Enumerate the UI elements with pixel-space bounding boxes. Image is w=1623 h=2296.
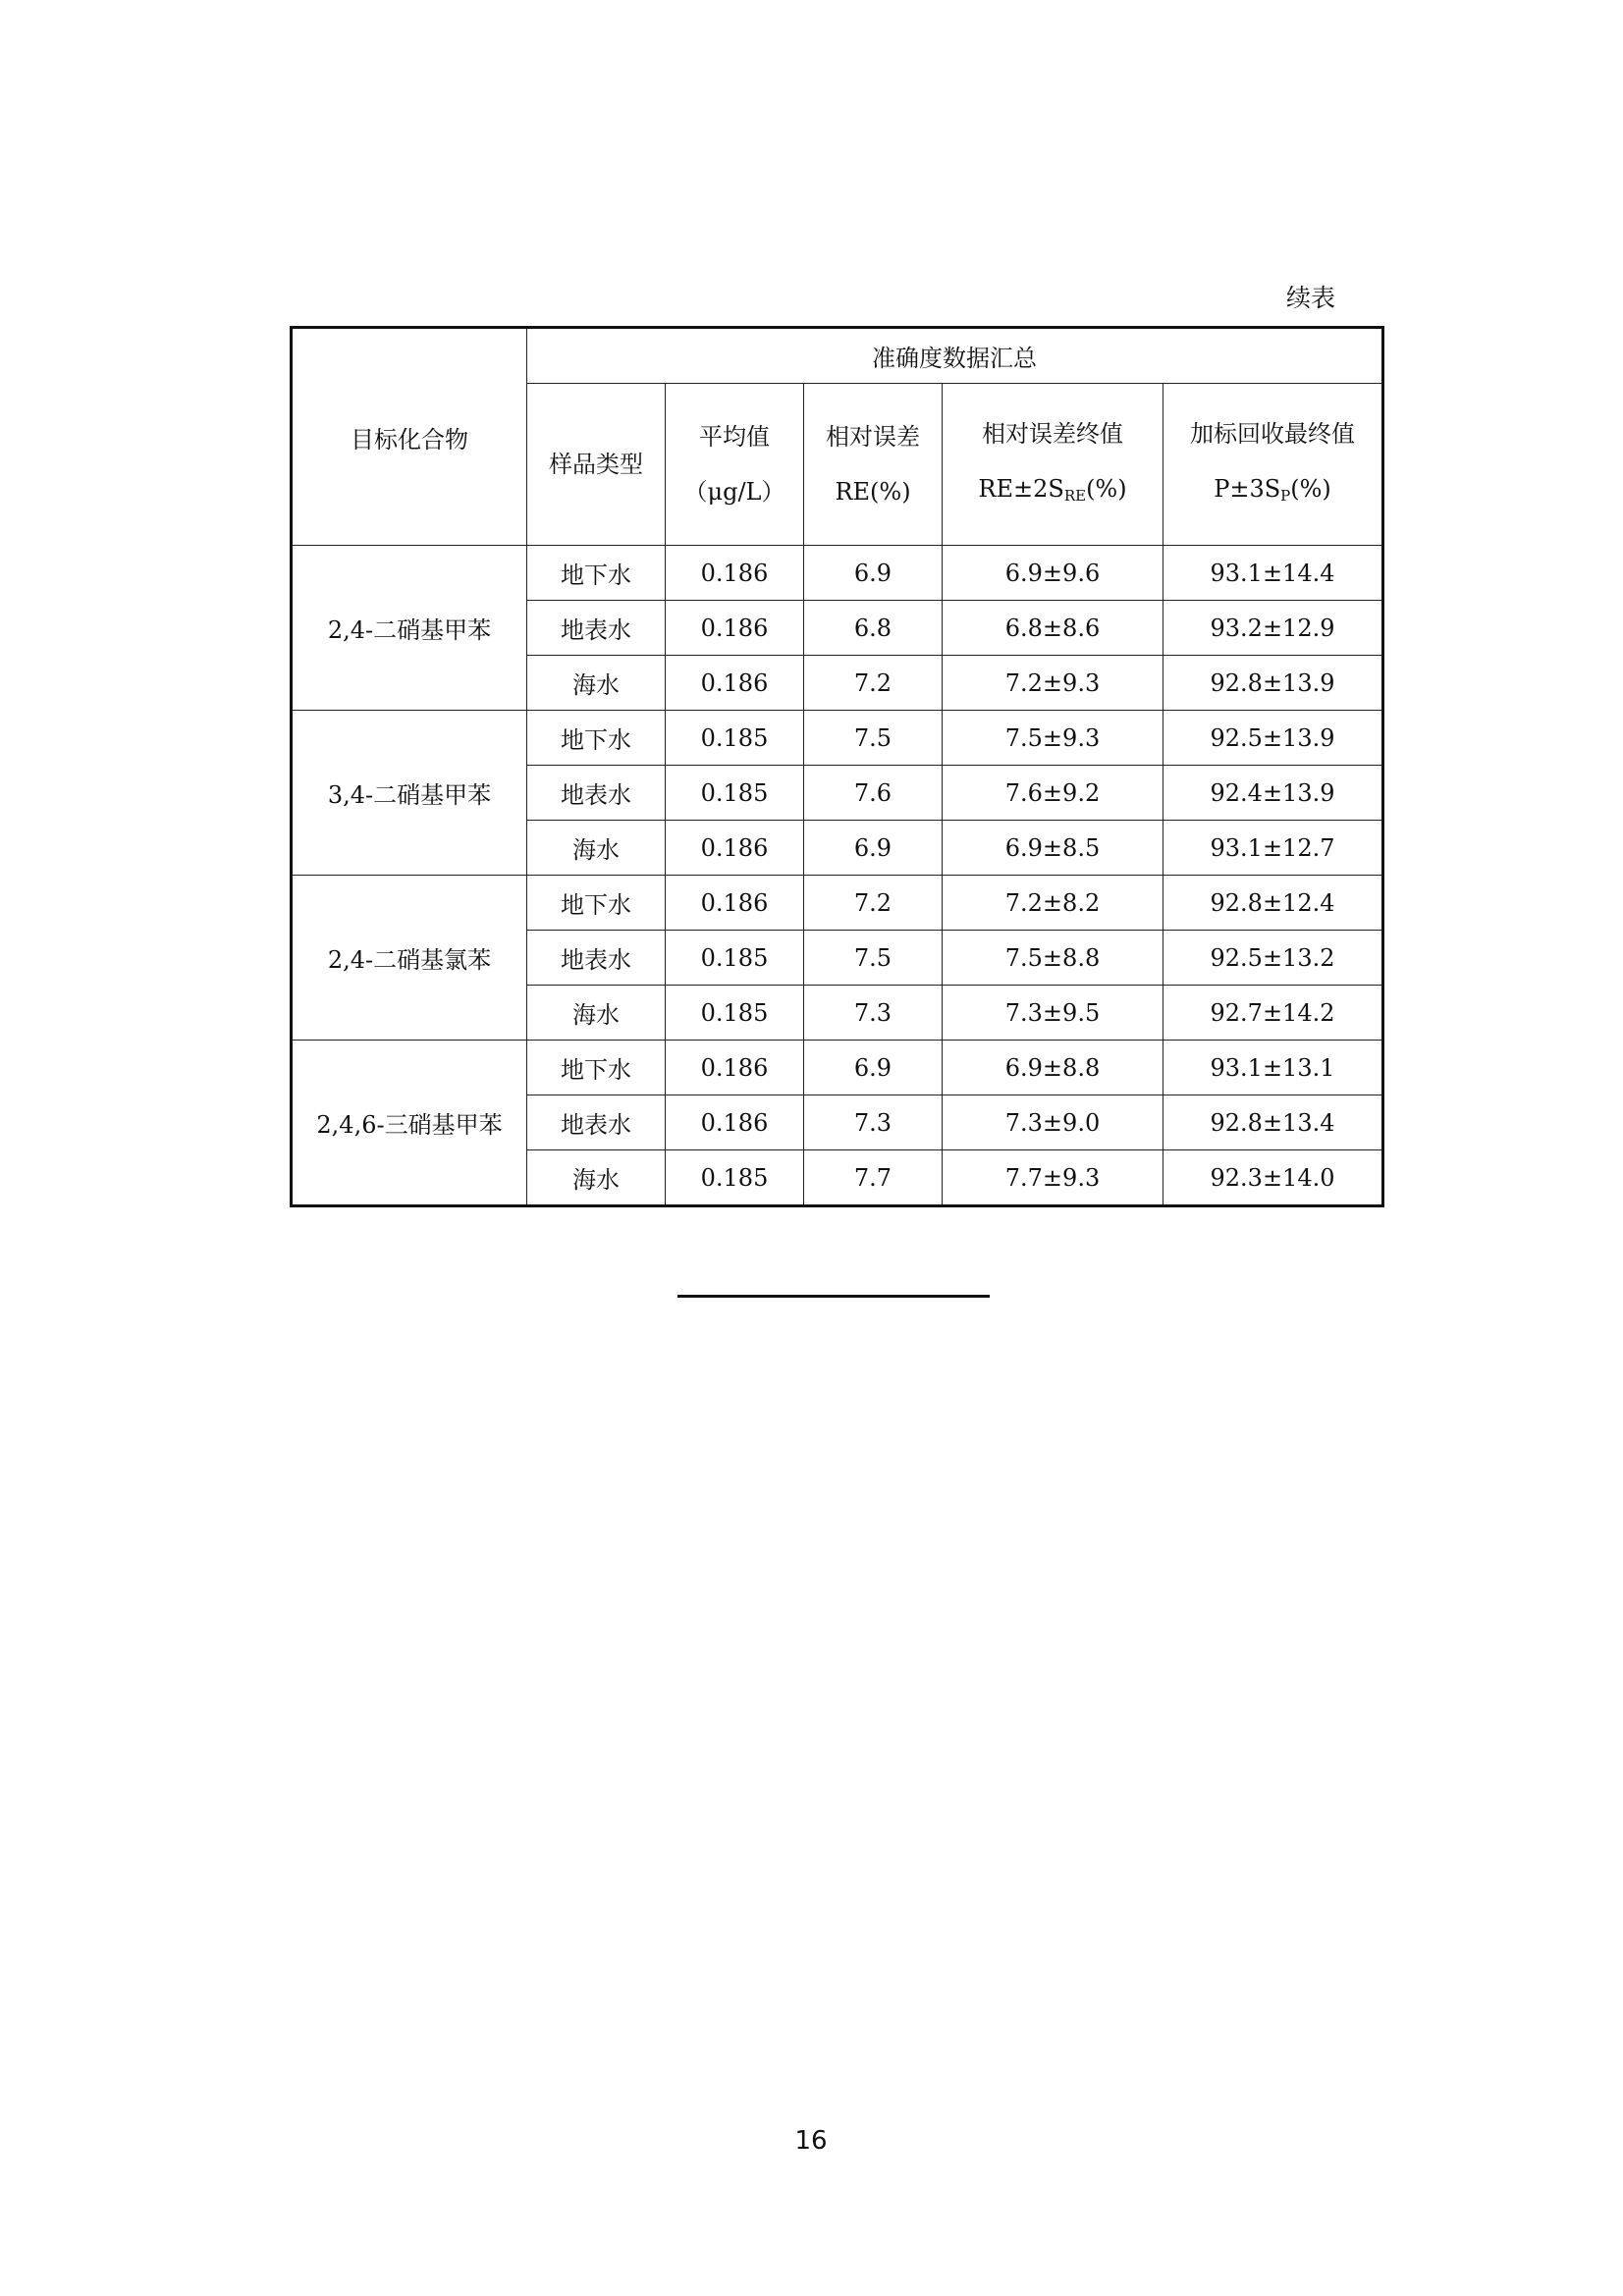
relative-error-cell: 7.2 <box>804 876 943 931</box>
sample-type-cell: 地表水 <box>527 931 666 986</box>
relative-error-cell: 7.6 <box>804 766 943 821</box>
relative-error-final-cell: 6.8±8.6 <box>943 601 1163 656</box>
relative-error-final-cell: 7.2±8.2 <box>943 876 1163 931</box>
recovery-prefix: P±3S <box>1214 474 1281 503</box>
relative-error-final-cell: 7.6±9.2 <box>943 766 1163 821</box>
recovery-final-cell: 92.8±13.4 <box>1163 1095 1383 1150</box>
relative-error-cell: 6.9 <box>804 1041 943 1095</box>
mean-cell: 0.186 <box>666 656 804 711</box>
end-rule <box>677 1295 990 1298</box>
relative-error-final-header <box>943 384 1163 546</box>
recovery-suffix: (%) <box>1290 474 1331 503</box>
sample-type-cell: 地下水 <box>527 1041 666 1095</box>
page-number: 16 <box>794 2126 828 2156</box>
recovery-final-cell: 92.3±14.0 <box>1163 1150 1383 1206</box>
mean-header-line1: 平均值 <box>699 423 770 451</box>
recovery-subscript: P <box>1280 486 1291 505</box>
relative-error-final-formula <box>943 461 1163 523</box>
continued-label: 续表 <box>1285 284 1335 312</box>
recovery-final-cell: 93.2±12.9 <box>1163 601 1383 656</box>
re-final-subscript: RE <box>1063 486 1087 505</box>
recovery-final-cell: 92.7±14.2 <box>1163 986 1383 1041</box>
recovery-final-cell: 92.8±13.9 <box>1163 656 1383 711</box>
mean-cell: 0.185 <box>666 1150 804 1206</box>
accuracy-group-header: 准确度数据汇总 <box>527 328 1383 384</box>
table-body <box>292 546 1383 1206</box>
relative-error-cell: 6.8 <box>804 601 943 656</box>
mean-cell: 0.186 <box>666 1041 804 1095</box>
sample-type-cell: 地表水 <box>527 601 666 656</box>
relative-error-cell: 7.5 <box>804 711 943 766</box>
recovery-final-cell: 92.5±13.2 <box>1163 931 1383 986</box>
relative-error-cell: 7.5 <box>804 931 943 986</box>
sample-type-cell: 地表水 <box>527 766 666 821</box>
relative-error-final-cell: 6.9±8.8 <box>943 1041 1163 1095</box>
mean-cell: 0.186 <box>666 601 804 656</box>
recovery-final-cell: 92.8±12.4 <box>1163 876 1383 931</box>
relative-error-cell: 7.2 <box>804 656 943 711</box>
mean-cell: 0.185 <box>666 986 804 1041</box>
sample-type-cell: 地下水 <box>527 876 666 931</box>
relative-error-cell: 6.9 <box>804 821 943 876</box>
table-row <box>292 546 1383 601</box>
compound-name-cell: 2,4,6-三硝基甲苯 <box>292 1041 527 1206</box>
recovery-final-cell: 92.4±13.9 <box>1163 766 1383 821</box>
recovery-final-cell: 93.1±12.7 <box>1163 821 1383 876</box>
header-row-1 <box>292 328 1383 384</box>
recovery-final-formula <box>1163 461 1381 523</box>
mean-cell: 0.186 <box>666 821 804 876</box>
relative-error-cell: 7.3 <box>804 986 943 1041</box>
relative-error-cell: 7.7 <box>804 1150 943 1206</box>
relative-error-header-line1: 相对误差 <box>826 423 920 451</box>
relative-error-header-line2: RE(%) <box>835 478 911 506</box>
recovery-final-header-line1: 加标回收最终值 <box>1190 419 1355 448</box>
sample-type-header: 样品类型 <box>527 384 666 546</box>
sample-type-cell: 地表水 <box>527 1095 666 1150</box>
mean-cell: 0.186 <box>666 546 804 601</box>
relative-error-final-cell: 7.2±9.3 <box>943 656 1163 711</box>
relative-error-final-cell: 7.3±9.5 <box>943 986 1163 1041</box>
sample-type-cell: 海水 <box>527 1150 666 1206</box>
relative-error-header <box>804 384 943 546</box>
sample-type-cell: 地下水 <box>527 546 666 601</box>
mean-cell: 0.185 <box>666 766 804 821</box>
relative-error-final-cell: 7.3±9.0 <box>943 1095 1163 1150</box>
recovery-final-cell: 92.5±13.9 <box>1163 711 1383 766</box>
relative-error-cell: 6.9 <box>804 546 943 601</box>
relative-error-final-cell: 6.9±8.5 <box>943 821 1163 876</box>
mean-cell: 0.186 <box>666 1095 804 1150</box>
table-row <box>292 711 1383 766</box>
table-row <box>292 876 1383 931</box>
relative-error-final-cell: 7.5±8.8 <box>943 931 1163 986</box>
compound-column-header: 目标化合物 <box>292 328 527 546</box>
relative-error-final-cell: 7.7±9.3 <box>943 1150 1163 1206</box>
re-final-prefix: RE±2S <box>978 474 1064 503</box>
re-final-suffix: (%) <box>1086 474 1127 503</box>
mean-header <box>666 384 804 546</box>
mean-cell: 0.185 <box>666 931 804 986</box>
relative-error-final-header-line1: 相对误差终值 <box>982 419 1123 448</box>
compound-name-cell: 2,4-二硝基氯苯 <box>292 876 527 1041</box>
recovery-final-header <box>1163 384 1383 546</box>
mean-cell: 0.185 <box>666 711 804 766</box>
compound-name-cell: 2,4-二硝基甲苯 <box>292 546 527 711</box>
sample-type-cell: 海水 <box>527 986 666 1041</box>
sample-type-cell: 海水 <box>527 656 666 711</box>
mean-header-unit: （μg/L） <box>683 478 785 506</box>
compound-name-cell: 3,4-二硝基甲苯 <box>292 711 527 876</box>
mean-cell: 0.186 <box>666 876 804 931</box>
table-row <box>292 1041 1383 1095</box>
sample-type-cell: 海水 <box>527 821 666 876</box>
relative-error-final-cell: 6.9±9.6 <box>943 546 1163 601</box>
relative-error-cell: 7.3 <box>804 1095 943 1150</box>
recovery-final-cell: 93.1±13.1 <box>1163 1041 1383 1095</box>
sample-type-cell: 地下水 <box>527 711 666 766</box>
relative-error-final-cell: 7.5±9.3 <box>943 711 1163 766</box>
accuracy-summary-table <box>290 326 1384 1207</box>
recovery-final-cell: 93.1±14.4 <box>1163 546 1383 601</box>
